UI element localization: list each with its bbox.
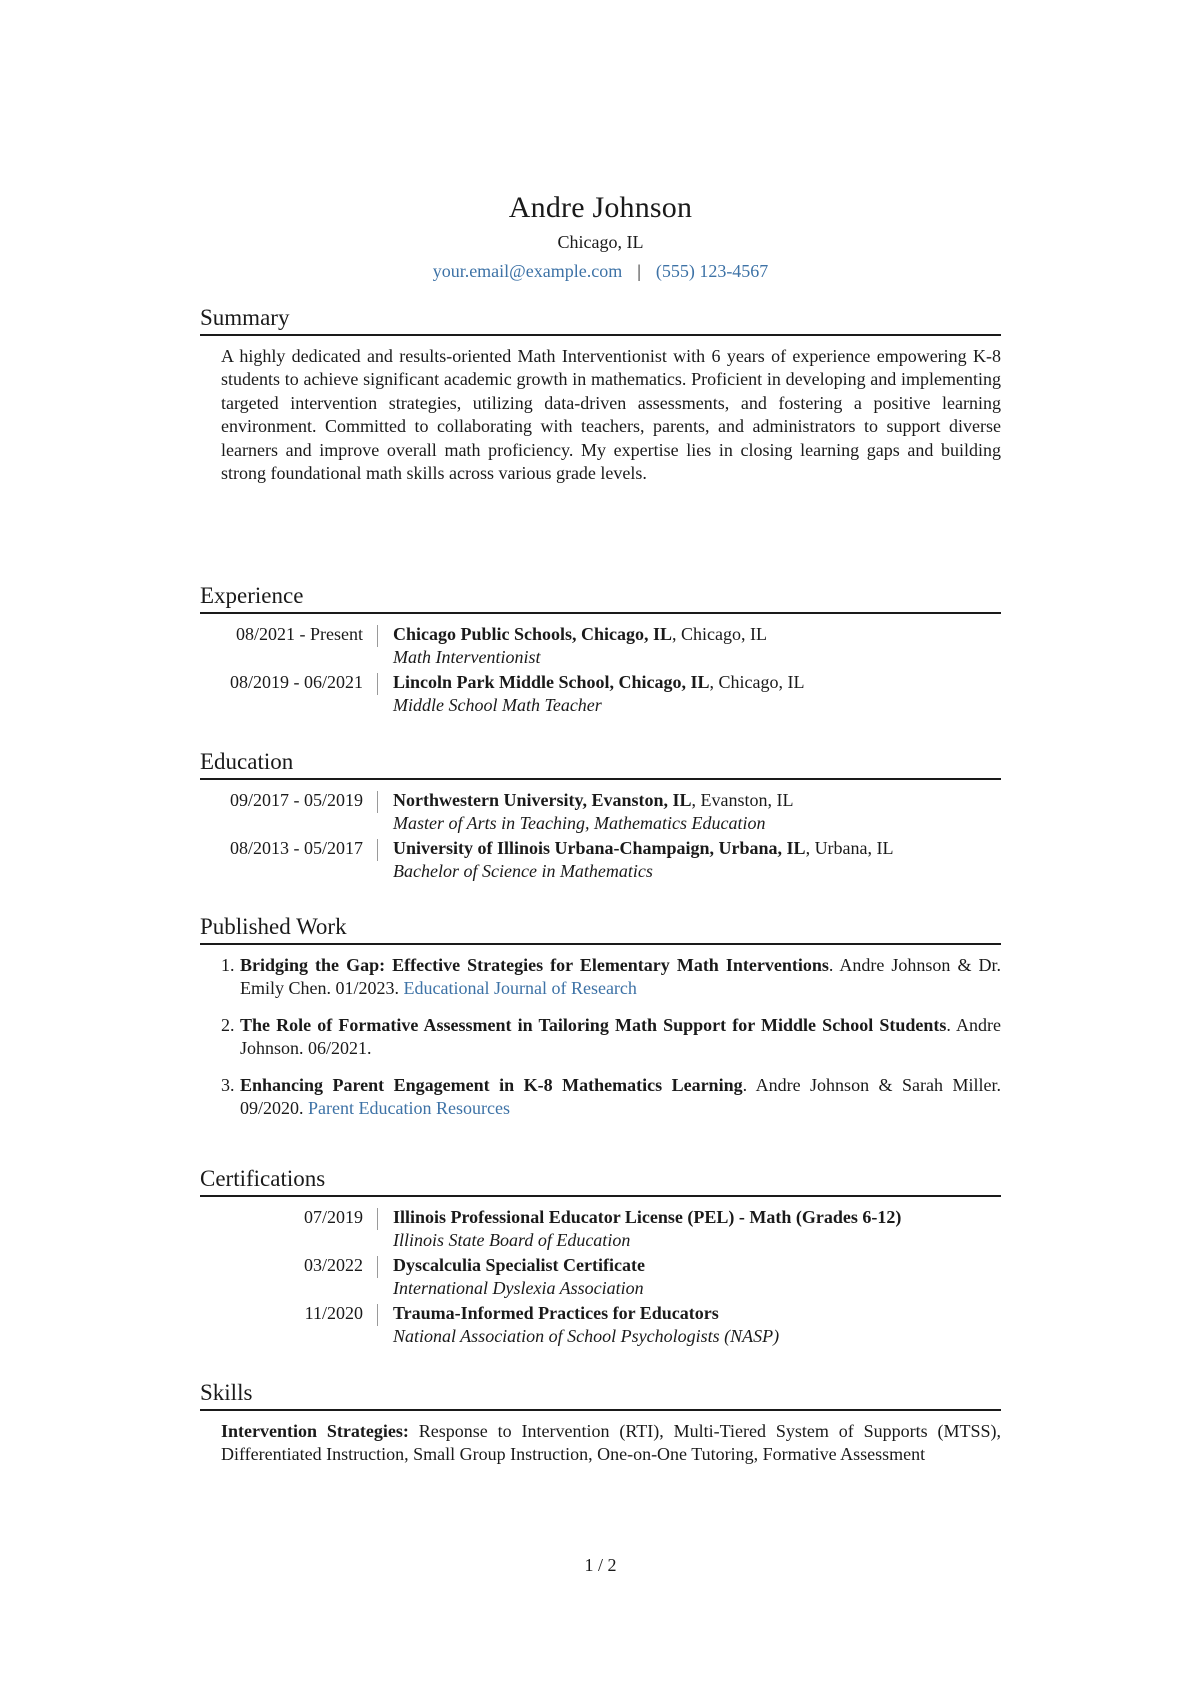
entry-degree: Master of Arts in Teaching, Mathematics Education (393, 813, 766, 833)
entry-place: , Chicago, IL (709, 672, 805, 692)
publication-title: Enhancing Parent Engagement in K-8 Mathematics Learning (240, 1074, 743, 1095)
section-rule (200, 612, 1001, 614)
entry-date: 03/2022 (303, 1255, 363, 1275)
experience-section (200, 582, 1001, 717)
certifications-section (200, 1165, 1001, 1348)
entry-role: Middle School Math Teacher (393, 695, 602, 715)
entry-place: , Urbana, IL (805, 838, 894, 858)
education-entry (200, 789, 1001, 835)
publication-number: 1. (221, 955, 235, 975)
certification-name: Illinois Professional Educator License (PEL) - Math (Grades 6-12) (393, 1207, 902, 1227)
certification-issuer: National Association of School Psychologists (NASP) (393, 1326, 780, 1346)
section-title-education: Education (200, 749, 294, 774)
entry-date: 11/2020 (304, 1303, 363, 1323)
published-section (200, 913, 1001, 1120)
section-rule (200, 334, 1001, 336)
education-section (200, 748, 1001, 883)
certification-issuer: International Dyslexia Association (393, 1278, 644, 1298)
section-title-certifications: Certifications (200, 1166, 326, 1191)
publication-link[interactable]: Educational Journal of Research (403, 978, 637, 999)
entry-date: 08/2013 - 05/2017 (230, 838, 363, 858)
certification-issuer: Illinois State Board of Education (393, 1230, 631, 1250)
publication-item (221, 1074, 1001, 1121)
contact-line (200, 260, 1001, 282)
skills-label: Intervention Strategies: (221, 1421, 409, 1441)
section-title-skills: Skills (200, 1380, 253, 1405)
publication-link[interactable]: Parent Education Resources (308, 1098, 510, 1119)
publication-details: . Andre Johnson & Sarah Miller. 09/2020. (240, 1074, 1002, 1119)
entry-org: University of Illinois Urbana-Champaign, Urbana, IL (393, 838, 806, 858)
resume-page (200, 0, 1001, 1683)
certification-entry (200, 1254, 1001, 1300)
certification-entry (200, 1206, 1001, 1252)
contact-separator: | (637, 261, 641, 281)
entry-org: Northwestern University, Evanston, IL (393, 790, 692, 810)
summary-text: A highly dedicated and results-oriented Math Interventionist with 6 years of experience empowering K-8 students to achieve significant academic growth in mathematics. Proficient in developing and implementing targeted intervention strategies, utilizing data-driven assessments, and fostering a positive learning environment. Committed to collaborating with teachers, parents, and administrators to support diverse learners and improve overall math proficiency. My expertise lies in closing learning gaps and building strong foundational math skills across various grade levels. (221, 346, 1001, 484)
summary-section (200, 304, 1001, 485)
section-rule (200, 1409, 1001, 1411)
entry-role: Math Interventionist (393, 647, 541, 667)
section-title-published: Published Work (200, 914, 347, 939)
certification-entry (200, 1302, 1001, 1348)
certification-name: Dyscalculia Specialist Certificate (393, 1255, 645, 1275)
candidate-name: Andre Johnson (508, 191, 693, 224)
page-number: 1 / 2 (584, 1555, 617, 1575)
entry-place: , Evanston, IL (691, 790, 794, 810)
entry-date: 09/2017 - 05/2019 (230, 790, 363, 810)
section-title-summary: Summary (200, 305, 290, 330)
entry-place: , Chicago, IL (672, 624, 768, 644)
publication-details: . Andre Johnson & Dr. Emily Chen. 01/2023. (240, 955, 1001, 999)
skills-section (200, 1379, 1001, 1467)
section-rule (200, 778, 1001, 780)
section-rule (200, 943, 1001, 945)
skills-paragraph (221, 1420, 1001, 1467)
publication-number: 2. (221, 1014, 235, 1035)
email-link[interactable]: your.email@example.com (432, 261, 623, 281)
entry-org: Lincoln Park Middle School, Chicago, IL (393, 672, 710, 692)
resume-header (200, 190, 1001, 282)
publication-details: . Andre Johnson. 06/2021. (240, 1014, 1002, 1059)
publication-item (221, 954, 1001, 1001)
section-rule (200, 1195, 1001, 1197)
phone-link[interactable]: (555) 123-4567 (655, 261, 769, 281)
publication-item (221, 1014, 1001, 1061)
experience-entry (200, 671, 1001, 717)
candidate-location: Chicago, IL (557, 232, 644, 252)
experience-entry (200, 623, 1001, 669)
certification-name: Trauma-Informed Practices for Educators (393, 1303, 719, 1323)
entry-date: 08/2021 - Present (236, 624, 363, 644)
skills-text: Response to Intervention (RTI), Multi-Tiered System of Supports (MTSS), Differentiated Instruction, Small Group Instruction, One-on-One Tutoring, Formative Assessment (221, 1421, 1001, 1465)
entry-degree: Bachelor of Science in Mathematics (393, 861, 653, 881)
entry-org: Chicago Public Schools, Chicago, IL (393, 624, 673, 644)
publication-title: The Role of Formative Assessment in Tailoring Math Support for Middle School Students (240, 1014, 947, 1035)
section-title-experience: Experience (200, 583, 304, 608)
publication-title: Bridging the Gap: Effective Strategies for Elementary Math Interventions (240, 955, 829, 975)
entry-date: 07/2019 (303, 1207, 363, 1227)
publication-number: 3. (221, 1074, 235, 1095)
education-entry (200, 837, 1001, 883)
entry-date: 08/2019 - 06/2021 (230, 672, 363, 692)
